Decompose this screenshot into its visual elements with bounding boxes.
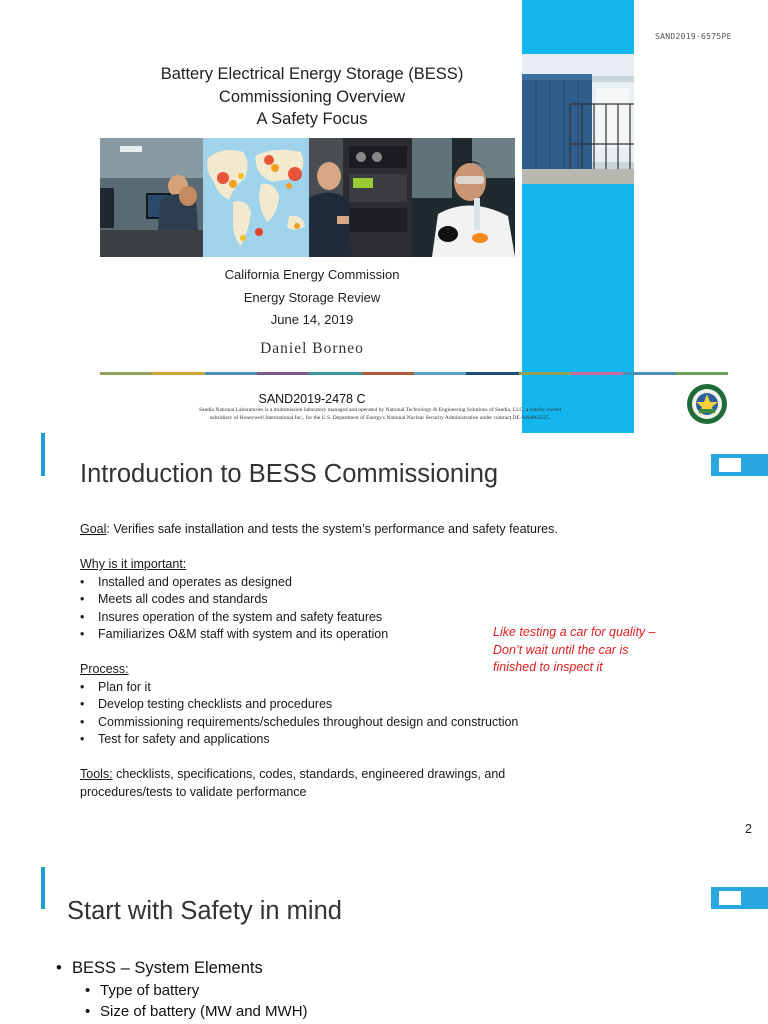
list-item: • Familiarizes O&M staff with system and its operation <box>80 626 640 644</box>
list-item: • Size of battery (MW and MWH) <box>55 1001 308 1022</box>
control-room-photo <box>100 138 203 257</box>
slide3-corner-tab <box>711 887 768 909</box>
list-item: • BESS – System Elements <box>55 957 308 980</box>
car-quality-quote: Like testing a car for quality – Don’t wait until the car is finished to inspect it <box>493 625 656 674</box>
process-list <box>80 679 640 749</box>
event-info <box>200 264 424 332</box>
tools-line-2: procedures/tests to validate performance <box>80 784 307 799</box>
slide3-title: Start with Safety in mind <box>67 897 342 925</box>
engineer-equipment-photo <box>309 138 412 257</box>
presentation-title <box>100 63 524 131</box>
event-organization: California Energy Commission <box>224 267 400 282</box>
title-line-3: A Safety Focus <box>256 110 368 128</box>
list-item: • Insures operation of the system and safety features <box>80 609 640 627</box>
slide3-bullets <box>55 957 308 1022</box>
event-name: Energy Storage Review <box>243 289 381 305</box>
author-name: Daniel Borneo <box>260 340 364 357</box>
title-line-2: Commissioning Overview <box>218 87 406 106</box>
goal-label: Goal <box>80 522 107 536</box>
list-item: • Meets all codes and standards <box>80 591 640 609</box>
list-item: • Plan for it <box>80 679 640 697</box>
slide2-title: Introduction to BESS Commissioning <box>80 460 499 488</box>
why-heading: Why is it important: <box>80 557 187 571</box>
list-item: • Type of battery <box>55 980 308 1001</box>
title-line-1: Battery Electrical Energy Storage (BESS) <box>160 65 464 83</box>
page-number: 2 <box>745 822 752 836</box>
list-item: • Develop testing checklists and procedures <box>80 696 640 714</box>
photo-strip <box>100 138 515 257</box>
sand-number: SAND2019-2478 C <box>258 392 366 406</box>
list-item: • Commissioning requirements/schedules throughout design and construction <box>80 714 640 732</box>
slide2-corner-tab <box>711 454 768 476</box>
list-item: • Test for safety and applications <box>80 731 640 749</box>
document-id: SAND2019-6575PE <box>655 32 732 41</box>
goal-text: : Verifies safe installation and tests the system’s performance and safety features. <box>106 522 558 536</box>
world-map-photo <box>203 138 309 257</box>
sandia-disclaimer: Sandia National Laboratories is a multimission laboratory managed and operated by National Technology & Engineering Solutions of Sandia, LLC, a wholly owned subsidiary of Honeywell International Inc., for the U.S. Department of Energy's National Nuclear Security Administration under contract DE-NA0003525. <box>199 407 561 421</box>
lab-scientist-photo <box>412 138 515 257</box>
slide2-accent-bar <box>41 433 45 476</box>
event-date: June 14, 2019 <box>270 312 354 327</box>
goal-line <box>80 521 640 539</box>
list-item: • Installed and operates as designed <box>80 574 640 592</box>
decorative-rule <box>100 372 728 375</box>
process-heading: Process: <box>80 662 129 676</box>
slide3-accent-bar <box>41 867 45 909</box>
tools-line: Tools: checklists, specifications, codes, standards, engineered drawings, and <box>80 767 506 781</box>
doe-seal-icon <box>686 383 728 425</box>
battery-container-photo <box>522 54 634 184</box>
tools-label: Tools: <box>80 767 113 781</box>
